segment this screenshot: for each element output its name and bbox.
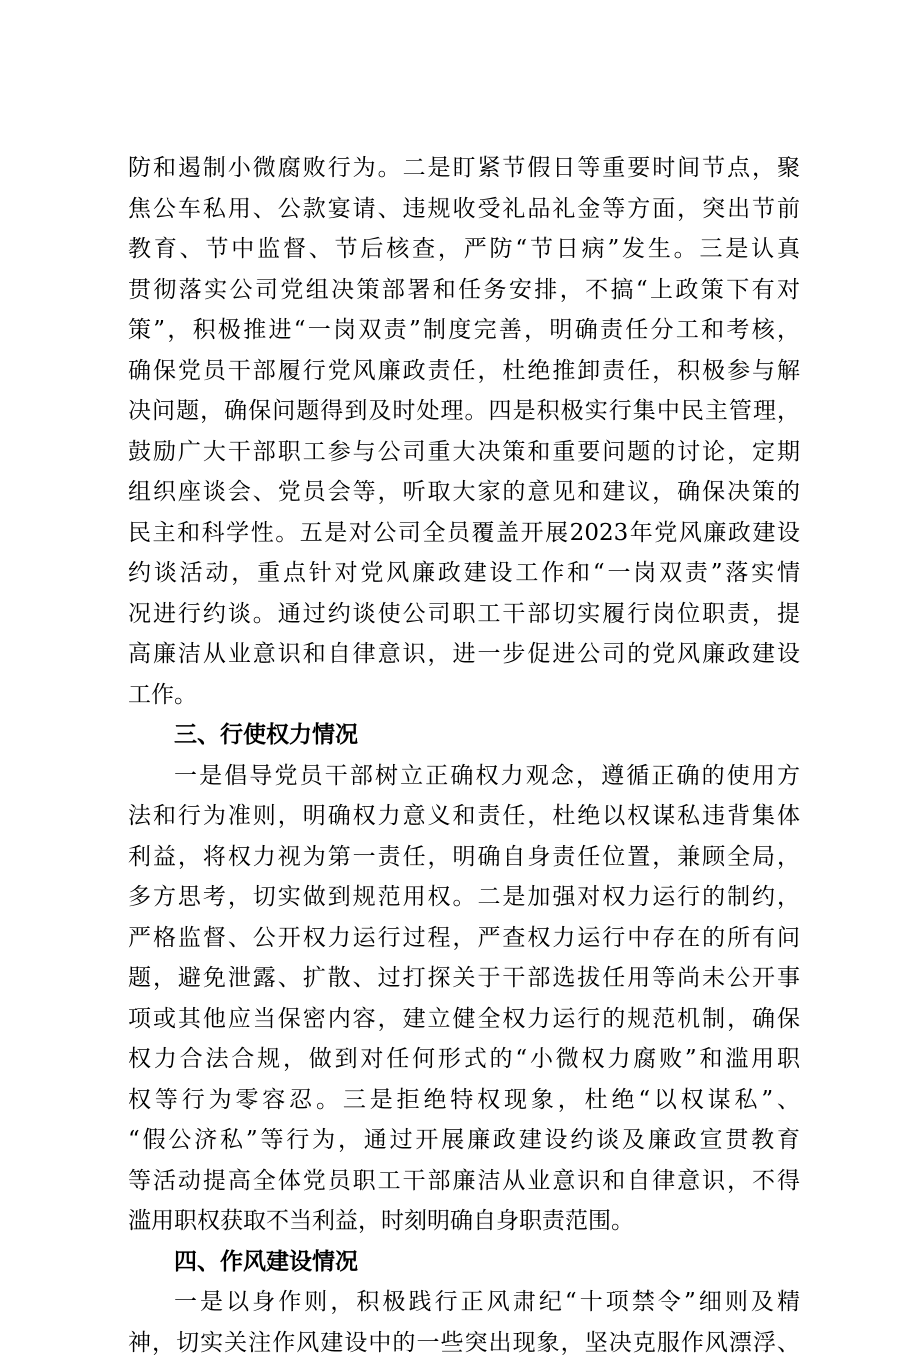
paragraph-end-line: 工作。 bbox=[128, 675, 800, 716]
body-line: 策”，积极推进“一岗双责”制度完善，明确责任分工和考核， bbox=[128, 310, 800, 351]
body-line: 项或其他应当保密内容，建立健全权力运行的规范机制，确保 bbox=[128, 999, 800, 1040]
section-heading: 四、作风建设情况 bbox=[128, 1242, 800, 1283]
body-line: 题，避免泄露、扩散、过打探关于干部选拔任用等尚未公开事 bbox=[128, 958, 800, 999]
body-line: 权等行为零容忍。三是拒绝特权现象，杜绝“以权谋私”、 bbox=[128, 1080, 800, 1121]
body-line: 决问题，确保问题得到及时处理。四是积极实行集中民主管理， bbox=[128, 391, 800, 432]
document-body bbox=[128, 148, 800, 1363]
paragraph-first-line: 一是倡导党员干部树立正确权力观念，遵循正确的使用方 bbox=[128, 756, 800, 797]
body-line: 约谈活动，重点针对党风廉政建设工作和“一岗双责”落实情 bbox=[128, 553, 800, 594]
body-line: 高廉洁从业意识和自律意识，进一步促进公司的党风廉政建设 bbox=[128, 634, 800, 675]
body-line: 多方思考，切实做到规范用权。二是加强对权力运行的制约， bbox=[128, 877, 800, 918]
body-line: 组织座谈会、党员会等，听取大家的意见和建议，确保决策的 bbox=[128, 472, 800, 513]
body-line: 等活动提高全体党员职工干部廉洁从业意识和自律意识，不得 bbox=[128, 1161, 800, 1202]
body-line: 利益，将权力视为第一责任，明确自身责任位置，兼顾全局， bbox=[128, 837, 800, 878]
body-line: 防和遏制小微腐败行为。二是盯紧节假日等重要时间节点，聚 bbox=[128, 148, 800, 189]
body-line: 权力合法合规，做到对任何形式的“小微权力腐败”和滥用职 bbox=[128, 1039, 800, 1080]
body-line: 民主和科学性。五是对公司全员覆盖开展2023年党风廉政建设 bbox=[128, 513, 800, 554]
body-line: 确保党员干部履行党风廉政责任，杜绝推卸责任，积极参与解 bbox=[128, 351, 800, 392]
body-line: “假公济私”等行为，通过开展廉政建设约谈及廉政宣贯教育 bbox=[128, 1120, 800, 1161]
body-line: 鼓励广大干部职工参与公司重大决策和重要问题的讨论，定期 bbox=[128, 432, 800, 473]
body-line: 教育、节中监督、节后核查，严防“节日病”发生。三是认真 bbox=[128, 229, 800, 270]
body-line: 况进行约谈。通过约谈使公司职工干部切实履行岗位职责，提 bbox=[128, 594, 800, 635]
body-line: 法和行为准则，明确权力意义和责任，杜绝以权谋私违背集体 bbox=[128, 796, 800, 837]
body-line: 严格监督、公开权力运行过程，严查权力运行中存在的所有问 bbox=[128, 918, 800, 959]
section-heading: 三、行使权力情况 bbox=[128, 715, 800, 756]
paragraph-end-line: 滥用职权获取不当利益，时刻明确自身职责范围。 bbox=[128, 1201, 800, 1242]
body-line: 焦公车私用、公款宴请、违规收受礼品礼金等方面，突出节前 bbox=[128, 189, 800, 230]
paragraph-first-line: 一是以身作则，积极践行正风肃纪“十项禁令”细则及精 bbox=[128, 1282, 800, 1323]
body-line: 贯彻落实公司党组决策部署和任务安排，不搞“上政策下有对 bbox=[128, 270, 800, 311]
body-line: 神，切实关注作风建设中的一些突出现象，坚决克服作风漂浮、 bbox=[128, 1323, 800, 1363]
